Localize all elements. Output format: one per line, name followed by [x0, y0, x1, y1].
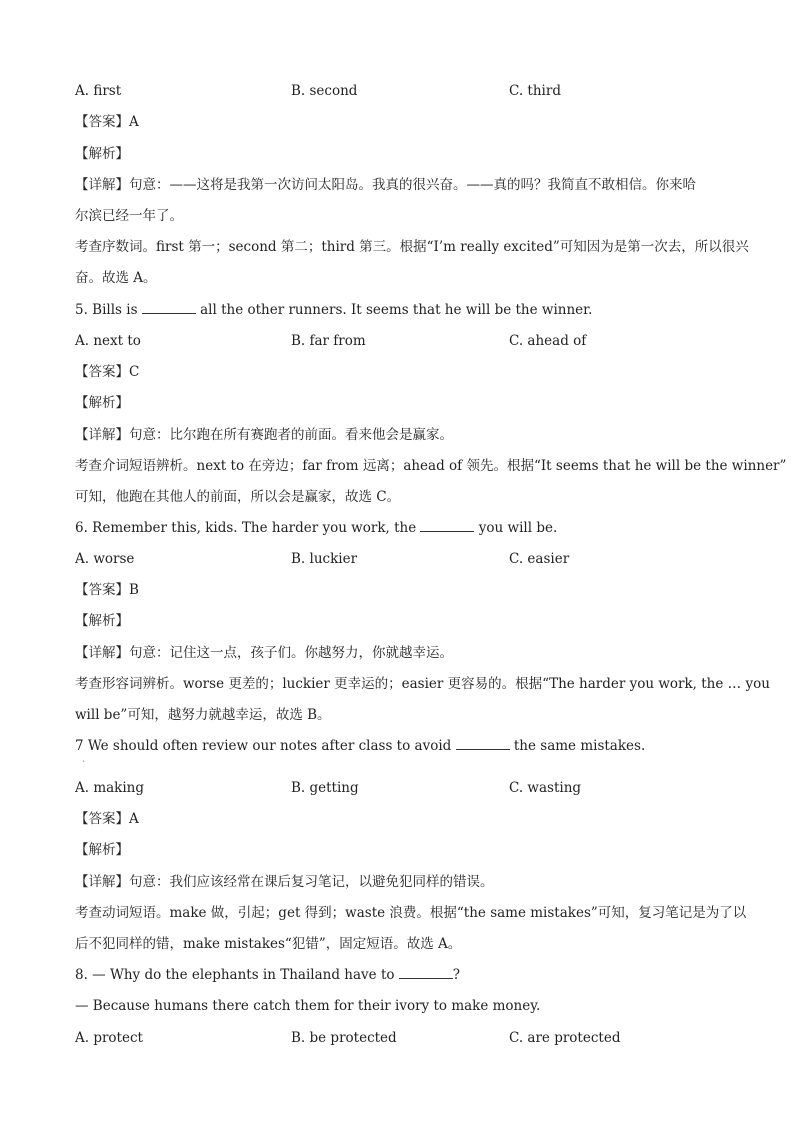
q5-detail	[75, 426, 453, 444]
q7-option-b: B. getting	[291, 780, 359, 796]
q5-option-b: B. far from	[291, 333, 366, 349]
q6-stem-end: you will be.	[474, 520, 558, 536]
q4-explanation: 考查序数词。first 第一；second 第二；third 第三。根据“I’m really excited”可知因为是第一次去，所以很兴	[75, 239, 749, 255]
detail-text: 句意：记住这一点，孩子们。你越努力，你就越幸运。	[129, 645, 453, 661]
answer-value: A	[129, 811, 139, 827]
answer-label: 【答案】	[75, 364, 129, 380]
q7-explanation: 考查动词短语。make 做，引起；get 得到；waste 浪费。根据“the same mistakes”可知，复习笔记是为了以	[75, 905, 747, 921]
answer-value: C	[129, 364, 140, 380]
q6-explanation-cont: will be”可知，越努力就越幸运，故选 B。	[75, 707, 331, 723]
q8-stem-line2: — Because humans there catch them for their ivory to make money.	[75, 998, 541, 1014]
q4-option-b: B. second	[291, 83, 358, 99]
q5-answer	[75, 363, 139, 381]
q4-option-c: C. third	[509, 83, 561, 99]
answer-label: 【答案】	[75, 114, 129, 130]
detail-label: 【详解】	[75, 645, 129, 661]
answer-blank	[456, 737, 510, 750]
q7-option-a: A. making	[75, 780, 145, 796]
answer-blank	[420, 519, 474, 532]
detail-label: 【详解】	[75, 874, 129, 890]
q7-detail	[75, 873, 494, 891]
q6-analysis-label: 【解析】	[75, 613, 129, 629]
q7-stem-start: 7 We should often review our notes after class to avoid	[75, 738, 456, 754]
detail-label: 【详解】	[75, 427, 129, 443]
detail-text: 句意：——这将是我第一次访问太阳岛。我真的很兴奋。——真的吗？我简直不敢相信。你来哈	[129, 177, 696, 193]
q8-stem-start: 8. — Why do the elephants in Thailand have to	[75, 967, 399, 983]
answer-label: 【答案】	[75, 811, 129, 827]
q5-stem-start: 5. Bills is	[75, 302, 142, 318]
q4-analysis-label: 【解析】	[75, 146, 129, 162]
q5-explanation: 考查介词短语辨析。next to 在旁边；far from 远离；ahead of 领先。根据“It seems that he will be the winner”	[75, 458, 787, 474]
q5-analysis-label: 【解析】	[75, 395, 129, 411]
q8-option-c: C. are protected	[509, 1030, 621, 1046]
q7-stem-end: the same mistakes.	[509, 738, 646, 754]
q7-analysis-label: 【解析】	[75, 842, 129, 858]
q6-answer	[75, 581, 139, 599]
q5-stem	[75, 301, 592, 319]
q7-option-c: C. wasting	[509, 780, 582, 796]
q8-option-b: B. be protected	[291, 1030, 397, 1046]
q5-option-a: A. next to	[75, 333, 141, 349]
q7-stem	[75, 737, 645, 755]
q4-explanation-cont: 奋。故选 A。	[75, 270, 157, 286]
q8-option-a: A. protect	[75, 1030, 143, 1046]
q4-detail-cont: 尔滨已经一年了。	[75, 208, 183, 224]
q5-option-c: C. ahead of	[509, 333, 587, 349]
q6-detail	[75, 644, 453, 662]
stray-mark: ˋ	[82, 760, 86, 769]
detail-text: 句意：比尔跑在所有赛跑者的前面。看来他会是赢家。	[129, 427, 453, 443]
answer-value: A	[129, 114, 139, 130]
answer-label: 【答案】	[75, 582, 129, 598]
q6-option-c: C. easier	[509, 551, 570, 567]
q4-detail	[75, 176, 696, 194]
answer-blank	[399, 966, 453, 979]
q5-stem-end: all the other runners. It seems that he will be the winner.	[195, 302, 593, 318]
q6-stem	[75, 519, 557, 537]
detail-text: 句意：我们应该经常在课后复习笔记，以避免犯同样的错误。	[129, 874, 494, 890]
q5-explanation-cont: 可知，他跑在其他人的前面，所以会是赢家，故选 C。	[75, 489, 401, 505]
answer-blank	[142, 301, 196, 314]
q7-explanation-cont: 后不犯同样的错，make mistakes“犯错”，固定短语。故选 A。	[75, 936, 462, 952]
q6-stem-start: 6. Remember this, kids. The harder you work, the	[75, 520, 421, 536]
answer-value: B	[129, 582, 139, 598]
q4-option-a: A. first	[75, 83, 122, 99]
detail-label: 【详解】	[75, 177, 129, 193]
q7-answer	[75, 810, 139, 828]
q8-stem-end: ?	[452, 967, 461, 983]
q6-option-b: B. luckier	[291, 551, 358, 567]
q4-answer	[75, 113, 139, 131]
q6-explanation: 考查形容词辨析。worse 更差的；luckier 更幸运的；easier 更容易的。根据“The harder you work, the … you	[75, 676, 770, 692]
q6-option-a: A. worse	[75, 551, 135, 567]
q8-stem	[75, 966, 460, 984]
